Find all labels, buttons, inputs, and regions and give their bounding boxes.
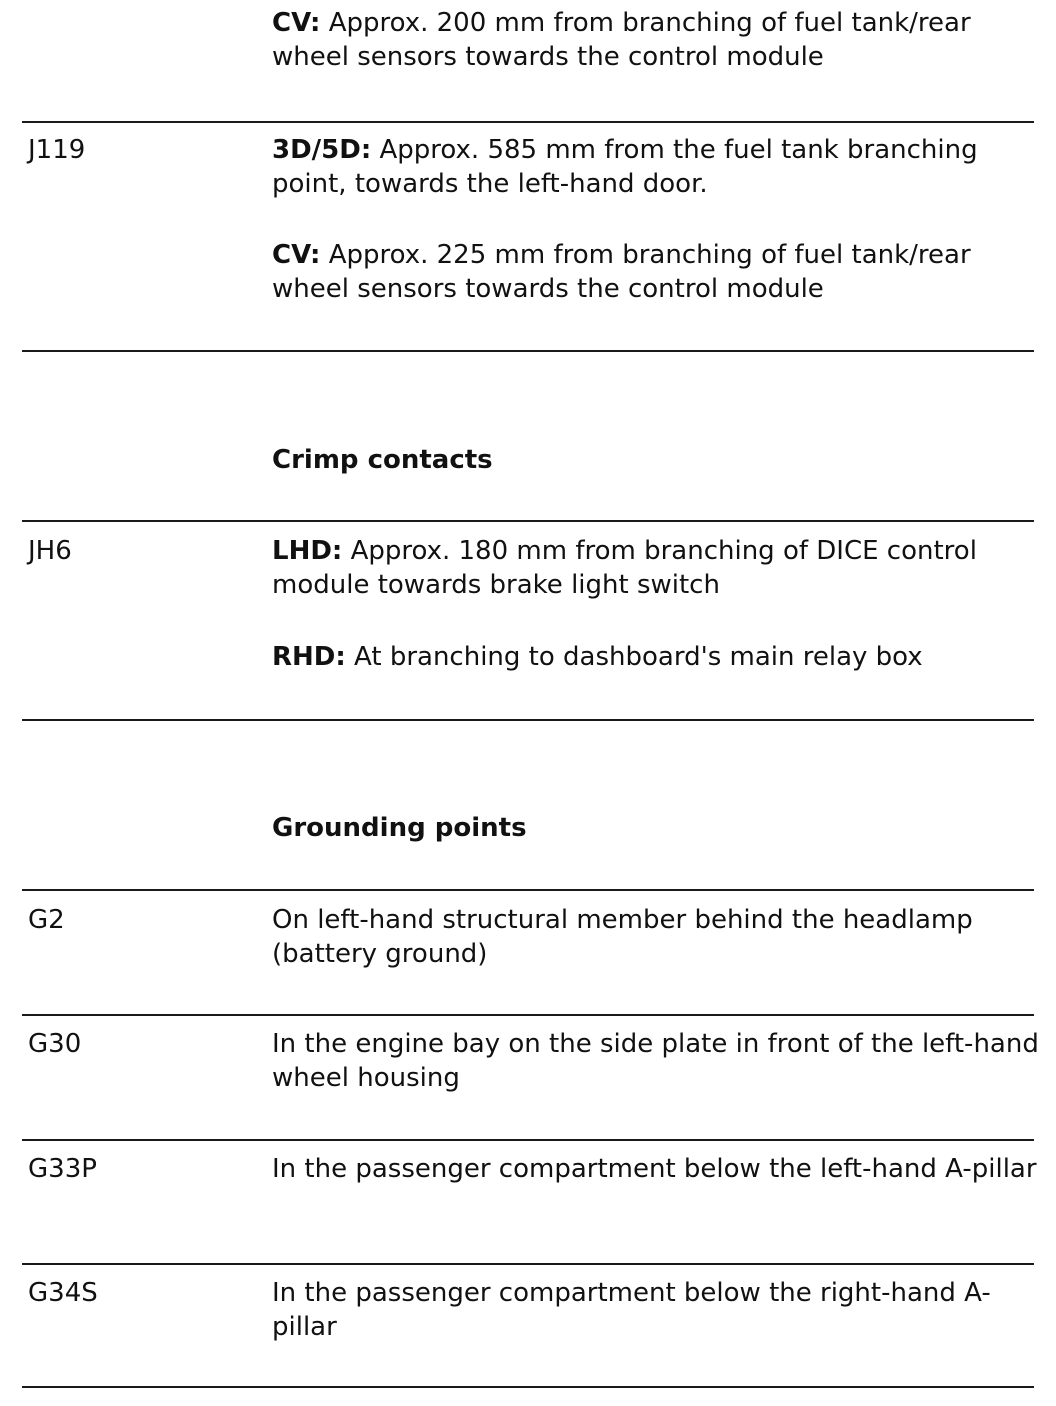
table-row-description: In the passenger compartment below the right-hand A-pillar — [272, 1278, 991, 1342]
divider-line — [22, 719, 1034, 721]
cv-continuation-text — [272, 6, 1042, 74]
crimp-contacts-heading: Crimp contacts — [272, 445, 493, 475]
j119-code: J119 — [28, 135, 86, 165]
grounding-points-heading: Grounding points — [272, 813, 527, 843]
divider-line — [22, 1263, 1034, 1265]
divider-line — [22, 350, 1034, 352]
table-row-description: In the engine bay on the side plate in front of the left-hand wheel housing — [272, 1029, 1039, 1093]
divider-line — [22, 520, 1034, 522]
j119-3d5d-text: Approx. 585 mm from the fuel tank branching point, towards the left-hand door. — [272, 135, 978, 199]
jh6-code: JH6 — [28, 536, 72, 566]
j119-description — [272, 133, 1042, 201]
cv-label: CV: — [272, 8, 321, 38]
j119-3d5d-label: 3D/5D: — [272, 135, 372, 165]
divider-line — [22, 1014, 1034, 1016]
j119-cv-paragraph — [272, 238, 1042, 306]
divider-line — [22, 1139, 1034, 1141]
jh6-lhd-paragraph — [272, 534, 1042, 602]
jh6-lhd-text: Approx. 180 mm from branching of DICE control module towards brake light switch — [272, 536, 977, 600]
table-row-description: In the passenger compartment below the left-hand A-pillar — [272, 1154, 1037, 1184]
table-row-code: G30 — [28, 1029, 82, 1059]
table-row-code: G34S — [28, 1278, 98, 1308]
table-row-code: G2 — [28, 905, 65, 935]
table-row-description: On left-hand structural member behind the headlamp (battery ground) — [272, 905, 973, 969]
jh6-rhd-paragraph — [272, 640, 1042, 674]
jh6-lhd-label: LHD: — [272, 536, 343, 566]
j119-cv-label: CV: — [272, 240, 321, 270]
divider-line — [22, 889, 1034, 891]
divider-line — [22, 1386, 1034, 1388]
divider-line — [22, 121, 1034, 123]
table-row-code: G33P — [28, 1154, 97, 1184]
j119-cv-text: Approx. 225 mm from branching of fuel tank/rear wheel sensors towards the control module — [272, 240, 971, 304]
jh6-rhd-text: At branching to dashboard's main relay box — [345, 642, 923, 672]
cv-description: Approx. 200 mm from branching of fuel tank/rear wheel sensors towards the control module — [272, 8, 971, 72]
jh6-rhd-label: RHD: — [272, 642, 346, 672]
